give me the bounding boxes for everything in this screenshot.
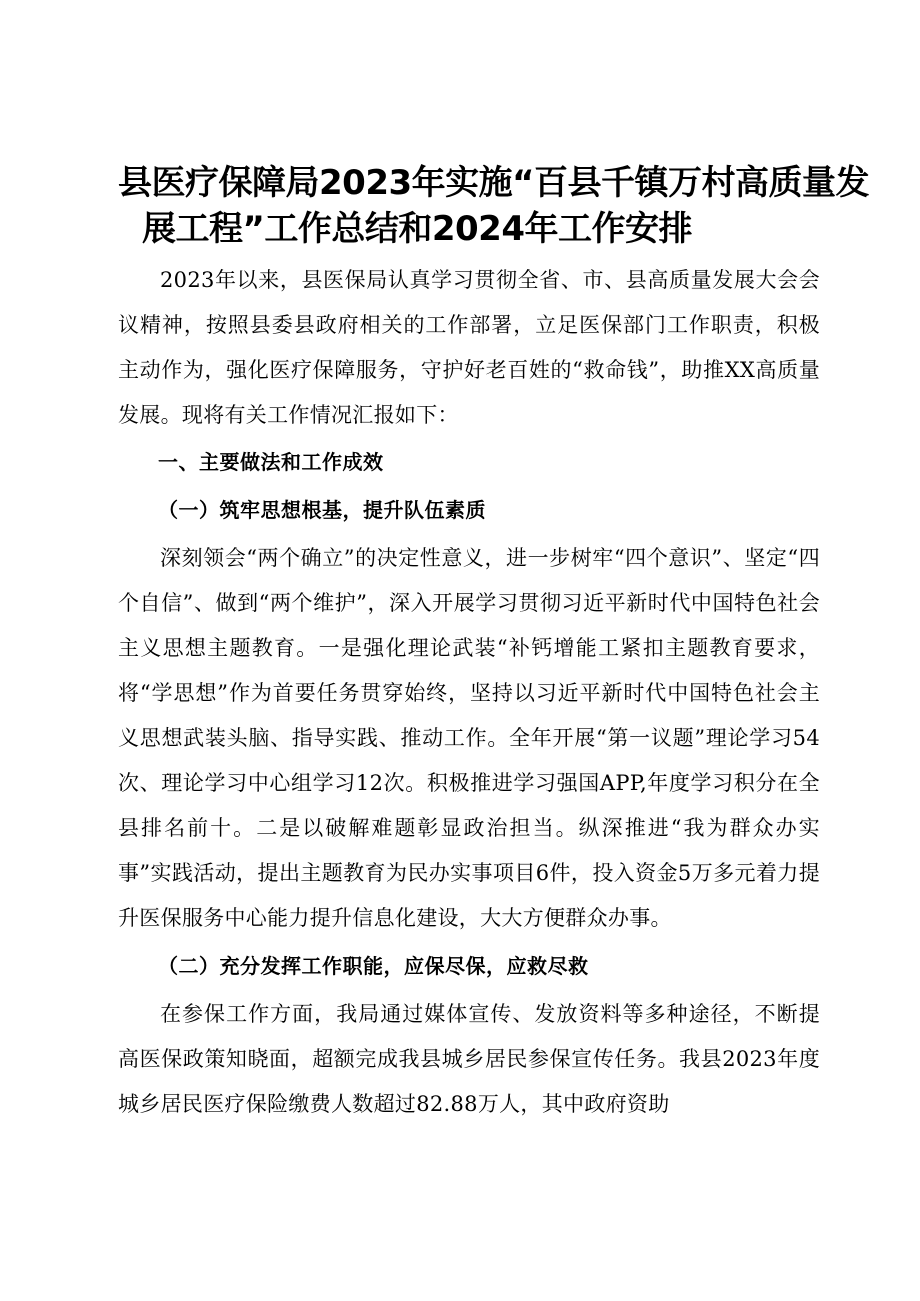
subsection-2-paragraph: 在参保工作方面，我局通过媒体宣传、发放资料等多种途径，不断提高医保政策知晓面，超额完成我县城乡居民参保宣传任务。我县2023年度城乡居民医疗保险缴费人数超过82.88万人，其中政府资助 [118, 1002, 820, 1116]
title-line-1: 县医疗保障局2023年实施“百县千镇万村高质量发 [118, 163, 869, 203]
intro-paragraph: 2023年以来，县医保局认真学习贯彻全省、市、县高质量发展大会会议精神，按照县委县政府相关的工作部署，立足医保部门工作职责，积极主动作为，强化医疗保障服务，守护好老百姓的“救命钱”，助推XX高质量发展。现将有关工作情况汇报如下： [118, 268, 820, 427]
subsection-1-paragraph: 深刻领会“两个确立”的决定性意义，进一步树牢“四个意识”、坚定“四个自信”、做到“两个维护”，深入开展学习贯彻习近平新时代中国特色社会主义思想主题教育。一是强化理论武装“补钙增能工紧扣主题教育要求，将“学思想”作为首要任务贯穿始终，坚持以习近平新时代中国特色社会主义思想武装头脑、指导实践、推动工作。全年开展“第一议题”理论学习54次、理论学习中心组学习12次。积极推进学习强国APP,年度学习积分在全县排名前十。二是以破解难题彰显政治担当。纵深推进“我为群众办实事”实践活动，提出主题教育为民办实事项目6件，投入资金5万多元着力提升医保服务中心能力提升信息化建设，大大方便群众办事。 [118, 546, 820, 930]
title-line-2: 展工程”工作总结和2024年工作安排 [142, 209, 692, 249]
document-title [100, 160, 869, 252]
document-body [118, 258, 820, 1127]
section-heading-1: 一、主要做法和工作成效 [158, 450, 384, 474]
subsection-heading-1: （一）筑牢思想根基，提升队伍素质 [158, 498, 486, 522]
subsection-heading-2: （二）充分发挥工作职能，应保尽保，应救尽救 [158, 954, 589, 978]
